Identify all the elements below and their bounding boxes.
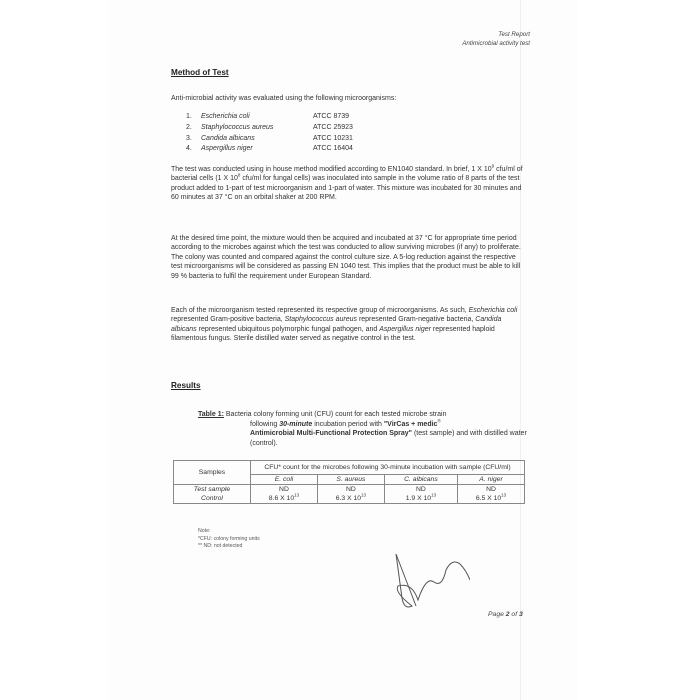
samples-header: Samples — [174, 461, 251, 485]
results-title: Results — [171, 381, 201, 390]
results-table — [173, 460, 525, 504]
organism-list — [186, 112, 353, 155]
column-header: C. albicans — [384, 475, 457, 485]
method-paragraph-2: At the desired time point, the mixture would then be acquired and incubated at 37 °C for appropriate time period according to the microbes against which the test was conducted to allow surviving microbes (if any) to proliferate. The colony was counted and compared against the control culture size. A 5-log reduction against the respective test microorganisms will be considered as passing EN 1040 test. This implies that the product must be able to kill 99 % bacteria to fulfil the requirement under European Standard. — [171, 235, 521, 280]
page-crease — [520, 0, 521, 700]
signature-image — [390, 548, 470, 623]
page-number: Page 2 of 3 — [488, 611, 523, 618]
organism-item: 3. Candida albicans ATCC 10231 — [186, 134, 353, 142]
row-label: Control — [174, 494, 251, 504]
method-intro: Anti-microbial activity was evaluated using the following microorganisms: — [171, 95, 397, 102]
document-page — [108, 0, 578, 700]
report-header — [462, 30, 530, 48]
table-caption: Table 1: Bacteria colony forming unit (CFU) count for each tested microbe strain following 30-minute incubation period with "VirCas + medic® Antimicrobial Multi-Functional Protection Spray" (test sample) and with distilled water (control). — [198, 411, 527, 447]
organism-item: 4. Aspergillus niger ATCC 16404 — [186, 145, 353, 153]
row-label: Test sample — [174, 485, 251, 495]
table-notes: Note: *CFU: colony forming units ** ND: not detected — [198, 528, 260, 550]
header-line-2: Antimicrobial activity test — [462, 40, 530, 47]
table-header-row — [174, 461, 525, 475]
table-row: Test sample ND ND ND ND — [174, 485, 525, 495]
table-row: Control 8.6 X $10^{13}$ 6.3 X $10^{13}$ 1.9 X $10^{13}$ 6.5 X $10^{13}$ — [174, 494, 525, 504]
column-header: A. niger — [458, 475, 525, 485]
column-header: S. aureus — [317, 475, 384, 485]
organism-item: 2. Staphylococcus aureus ATCC 25923 — [186, 123, 353, 131]
column-header: E. coli — [251, 475, 318, 485]
header-line-1: Test Report — [498, 31, 530, 38]
organism-item: 1. Escherichia coli ATCC 8739 — [186, 113, 350, 120]
method-paragraph-3: Each of the microorganism tested represented its respective group of microorganisms. As such, Escherichia coli represented Gram-positive bacteria, Staphylococcus aureus represented Gram-negative bacteria, Candida albicans represented ubiquitous polymorphic fungal pathogen, and Aspergillus niger represented haploid filamentous fungus. Sterile distilled water served as negative control in the test. — [171, 307, 518, 343]
method-paragraph-1: The test was conducted using in house method modified according to EN1040 standard. In brief, 1 X $10^9$ cfu/ml of bacterial cells (1 X $10^8$ cfu/ml for fungal cells) was inoculated into sample in the volume ratio of 8 parts of the test product added to 1-part of test microorganism and 1-part of water. This mixture was incubated for 30 minutes and 60 minutes at 37 °C on an orbital shaker at 200 RPM. — [171, 163, 523, 202]
group-header: CFU* count for the microbes following 30-minute incubation with sample (CFU/ml) — [251, 461, 525, 475]
method-title: Method of Test — [171, 68, 229, 77]
